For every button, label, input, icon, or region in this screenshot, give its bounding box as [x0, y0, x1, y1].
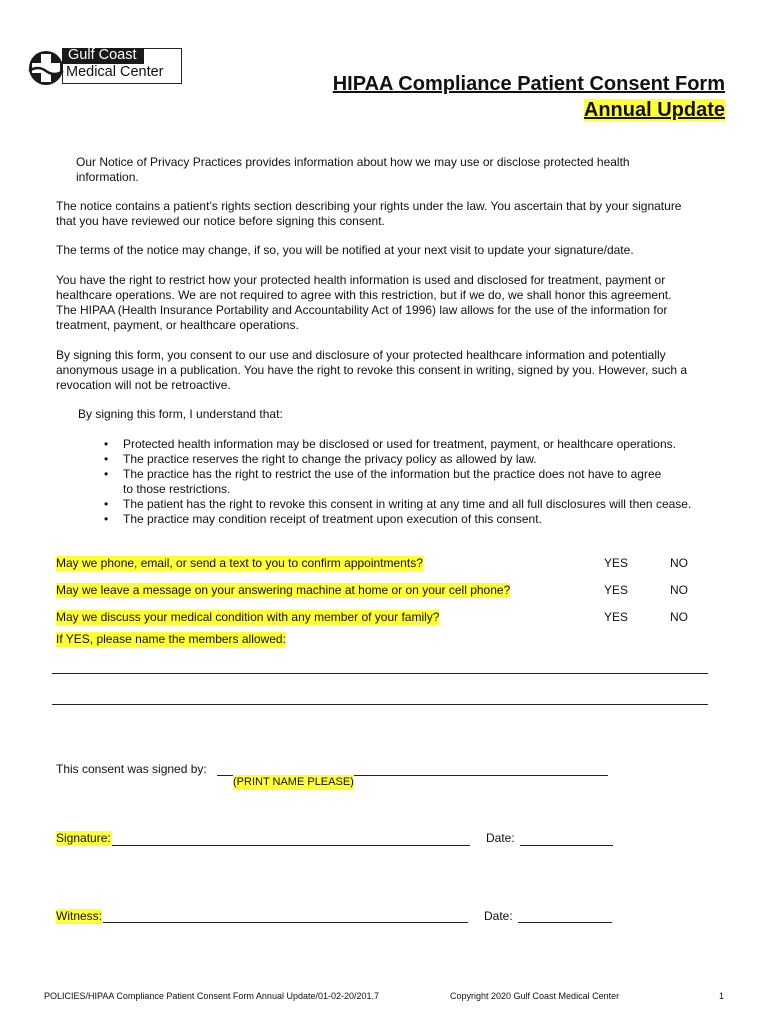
- question-1-yes-option[interactable]: YES: [604, 556, 629, 570]
- logo: [26, 47, 182, 89]
- footer-document-path: POLICIES/HIPAA Compliance Patient Consent Form Annual Update/01-02-20/201.7: [44, 991, 380, 1001]
- understand-intro: By signing this form, I understand that:: [78, 407, 283, 421]
- list-item-continuation: to those restrictions.: [123, 482, 231, 496]
- witness-line[interactable]: [103, 922, 468, 923]
- question-2-yes-option[interactable]: YES: [604, 583, 629, 597]
- signature-date-label: Date:: [486, 831, 515, 845]
- witness-label: Witness:: [56, 909, 103, 923]
- question-2-no-option[interactable]: NO: [670, 583, 688, 597]
- bullet-icon: •: [104, 512, 109, 526]
- paragraph-privacy-notice: Our Notice of Privacy Practices provides information about how we may use or disclose protected health information.: [76, 155, 630, 184]
- signed-by-label: This consent was signed by:: [56, 762, 207, 776]
- bullet-icon: •: [104, 467, 109, 481]
- footer-copyright: Copyright 2020 Gulf Coast Medical Center: [450, 991, 620, 1001]
- bullet-icon: •: [104, 497, 109, 511]
- list-item: • The practice reserves the right to change the privacy policy as allowed by law.: [104, 452, 537, 466]
- page-subtitle: Annual Update: [583, 99, 725, 121]
- signature-line[interactable]: [112, 845, 470, 846]
- print-name-note: (PRINT NAME PLEASE): [233, 776, 354, 788]
- bullet-icon: •: [104, 437, 109, 451]
- list-item: • The practice may condition receipt of treatment upon execution of this consent.: [104, 512, 542, 526]
- members-line-1[interactable]: [52, 673, 708, 674]
- list-item: • Protected health information may be disclosed or used for treatment, payment, or healthcare operations.: [104, 437, 676, 451]
- members-prompt: If YES, please name the members allowed:: [56, 632, 286, 646]
- logo-line-2: Medical Center: [66, 64, 164, 80]
- page-title: HIPAA Compliance Patient Consent Form: [332, 73, 725, 95]
- list-item: • The patient has the right to revoke this consent in writing at any time and all full disclosures will then cease.: [104, 497, 692, 511]
- understand-list: [104, 437, 691, 527]
- signature-date-line[interactable]: [520, 845, 613, 846]
- signature-label: Signature:: [56, 831, 111, 845]
- paragraph-restriction-rights: You have the right to restrict how your protected health information is used and disclosed for treatment, payment or healthcare operations. We are not required to agree with this restriction, but if we do, we shall honor this agreement. The HIPAA (Health Insurance Portability and Accountability Act of 1996) law allows for the use of the information for treatment, payment, or healthcare operations.: [56, 273, 672, 332]
- paragraph-patient-rights: The notice contains a patient’s rights section describing your rights under the law. You ascertain that by your signature that you have reviewed our notice before signing this consent.: [56, 199, 682, 228]
- question-3-yes-option[interactable]: YES: [604, 610, 629, 624]
- question-leave-message: May we leave a message on your answering machine at home or on your cell phone?: [56, 583, 511, 597]
- paragraph-consent-disclosure: By signing this form, you consent to our use and disclosure of your protected healthcare information and potentially anonymous usage in a publication. You have the right to revoke this consent in writing, signed by you. However, such a revocation will not be retroactive.: [56, 348, 688, 392]
- question-1-no-option[interactable]: NO: [670, 556, 688, 570]
- members-line-2[interactable]: [52, 704, 708, 705]
- paragraph-terms-change: The terms of the notice may change, if so, you will be notified at your next visit to update your signature/date.: [56, 243, 634, 257]
- logo-line-1: Gulf Coast: [68, 47, 137, 63]
- question-discuss-family: May we discuss your medical condition with any member of your family?: [56, 610, 440, 624]
- bullet-icon: •: [104, 452, 109, 466]
- question-3-no-option[interactable]: NO: [670, 610, 688, 624]
- witness-date-label: Date:: [484, 909, 513, 923]
- question-confirm-appointments: May we phone, email, or send a text to you to confirm appointments?: [56, 556, 423, 570]
- witness-date-line[interactable]: [518, 922, 612, 923]
- footer-page-number: 1: [719, 991, 725, 1001]
- list-item: • The practice has the right to restrict the use of the information but the practice does not have to agree: [104, 467, 662, 481]
